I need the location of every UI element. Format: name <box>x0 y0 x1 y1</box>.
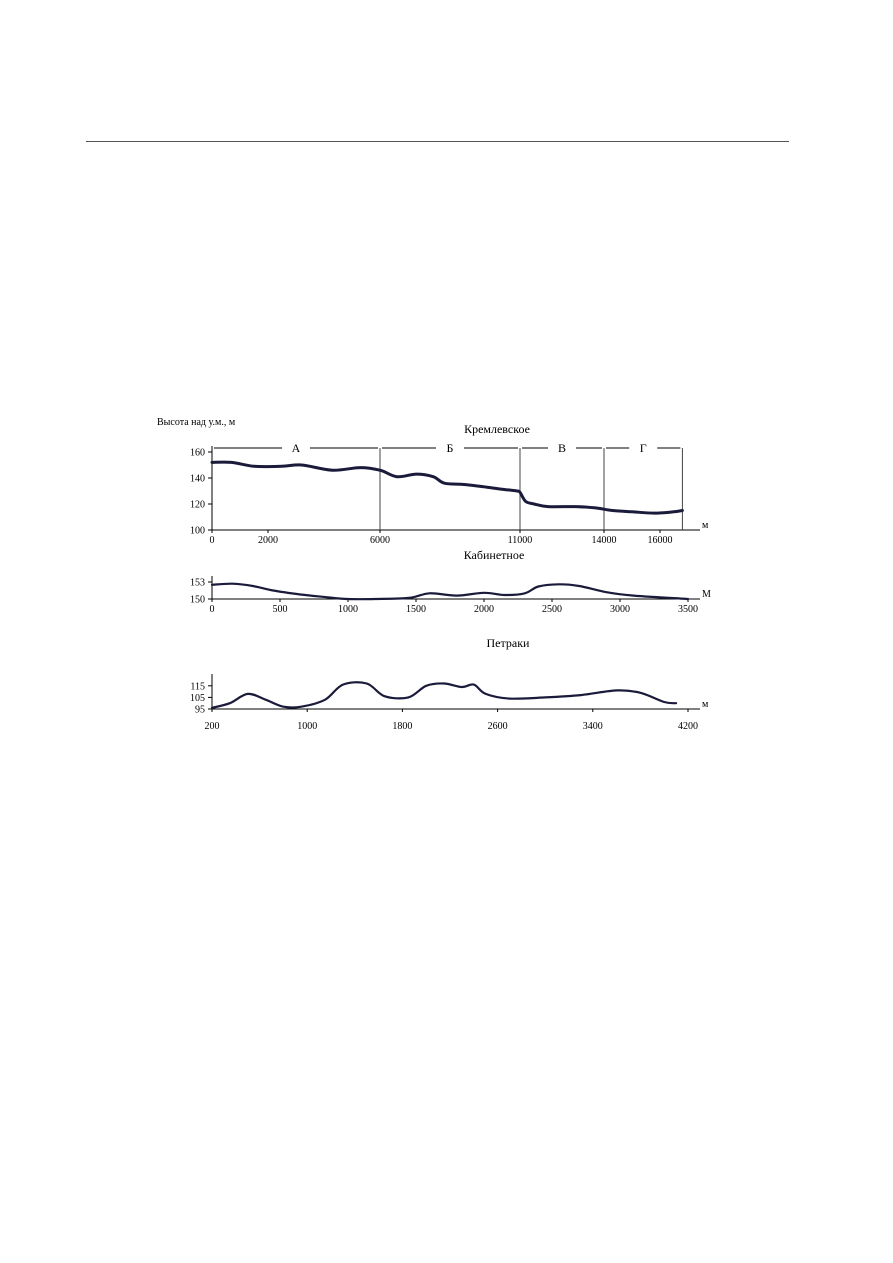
chart2-x-tick-label: 2500 <box>542 604 562 615</box>
chart1-x-tick-label: 11000 <box>507 535 533 546</box>
chart1-x-tick-label: 0 <box>209 535 215 546</box>
chart1-zone-label: Б <box>446 441 454 455</box>
chart1-y-tick-label: 160 <box>190 447 205 459</box>
chart2-x-tick-label: 1000 <box>338 604 358 615</box>
chart3-x-tick-label: 4200 <box>678 721 698 732</box>
chart1-series-line <box>212 462 682 513</box>
chart2-x-tick-label: 1500 <box>406 604 426 615</box>
chart3-x-unit: м <box>702 699 709 710</box>
chart1-zone-label: А <box>291 441 301 455</box>
chart2-x-tick-label: 0 <box>209 604 215 615</box>
chart2-x-tick-label: 3500 <box>678 604 698 615</box>
chart3-x-tick-label: 1000 <box>297 721 318 732</box>
chart1-y-tick-label: 120 <box>190 499 205 511</box>
chart3-title: Петраки <box>486 636 530 650</box>
chart1-x-tick-label: 2000 <box>258 535 278 546</box>
chart3-x-tick-label: 3400 <box>582 721 603 732</box>
chart1-zone-label: В <box>557 441 567 455</box>
chart2-title: Кабинетное <box>463 548 525 562</box>
chart3-series-line <box>212 682 676 708</box>
chart2-x-tick-label: 2000 <box>474 604 494 615</box>
chart3-x-tick-label: 200 <box>204 721 220 732</box>
chart3-x-tick-label: 1800 <box>392 721 413 732</box>
chart2-x-tick-label: 3000 <box>610 604 630 615</box>
chart3-y-tick-label: 105 <box>190 692 205 704</box>
chart2-series-line <box>212 584 688 600</box>
chart3-x-tick-label: 2600 <box>487 721 508 732</box>
chart3-y-tick-label: 115 <box>190 681 205 693</box>
chart2-y-tick-label: 153 <box>190 577 205 589</box>
chart2-x-tick-label: 500 <box>272 604 288 615</box>
chart1-y-tick-label: 100 <box>190 525 205 537</box>
chart2-y-tick-label: 150 <box>190 594 205 606</box>
chart1-title: Кремлевское <box>464 422 530 436</box>
chart1-x-tick-label: 6000 <box>370 535 390 546</box>
chart1-zone-label: Г <box>639 441 647 455</box>
chart1-y-tick-label: 140 <box>190 473 205 485</box>
y-axis-label: Высота над у.м., м <box>157 417 236 428</box>
chart1-x-tick-label: 14000 <box>591 535 617 546</box>
chart2-x-unit: М <box>702 589 711 600</box>
chart3-y-tick-label: 95 <box>195 704 205 716</box>
chart1-x-tick-label: 16000 <box>647 535 673 546</box>
chart1-x-unit: м <box>702 520 709 531</box>
